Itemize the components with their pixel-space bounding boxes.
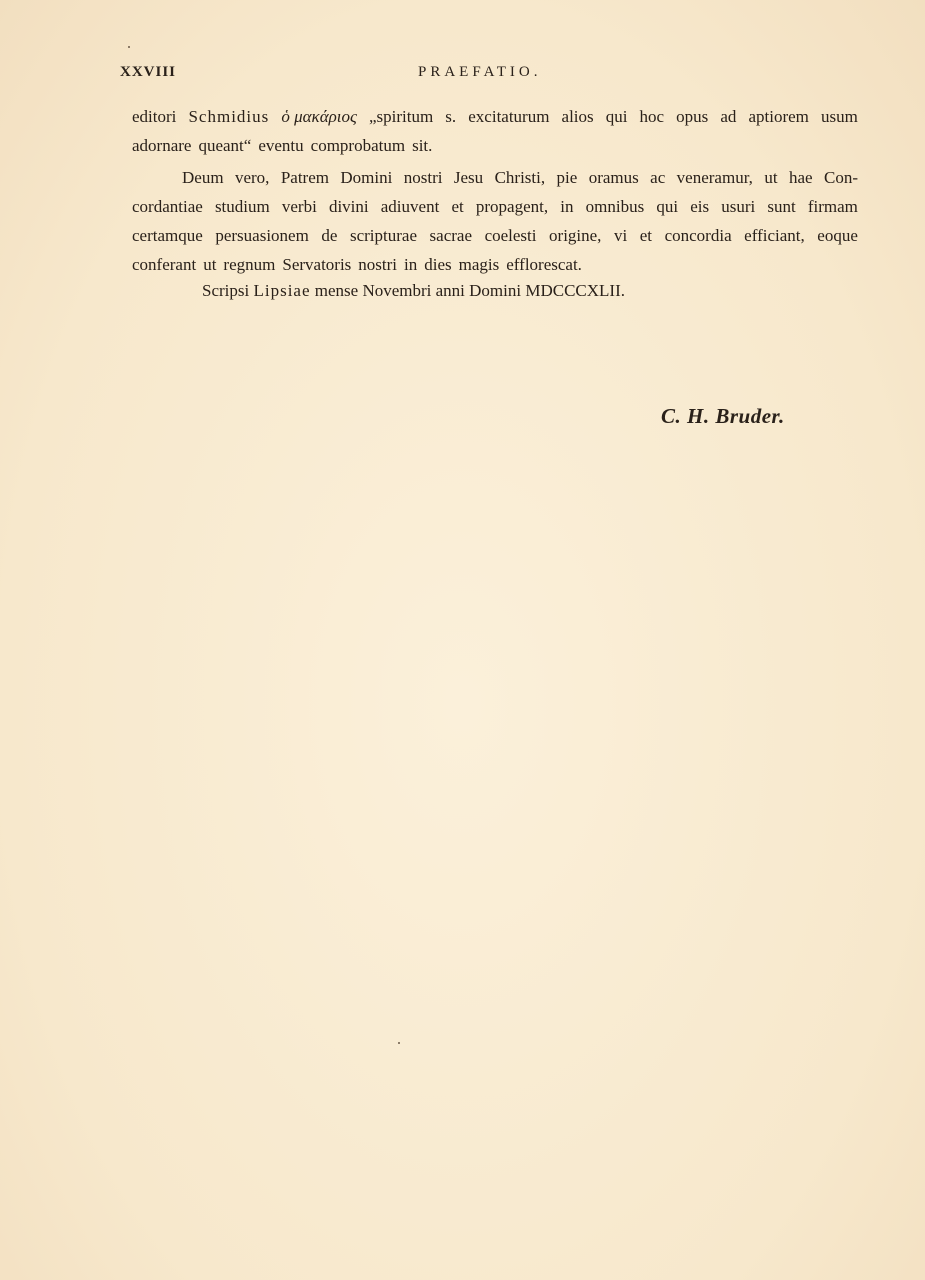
word: qui bbox=[656, 197, 679, 216]
word: alios bbox=[561, 107, 594, 126]
word: divini bbox=[328, 197, 369, 216]
word: Schmidius bbox=[188, 107, 270, 126]
word: verbi bbox=[281, 197, 317, 216]
word: Domini bbox=[340, 168, 393, 187]
word: scripturae bbox=[349, 226, 417, 245]
word: eventu bbox=[258, 136, 304, 155]
word: hoc bbox=[639, 107, 665, 126]
word: in bbox=[404, 255, 418, 274]
word: pie bbox=[556, 168, 578, 187]
closing-place: Lipsiae bbox=[253, 281, 311, 300]
word: de bbox=[321, 226, 338, 245]
body-text bbox=[132, 102, 858, 279]
word: efficiant, bbox=[744, 226, 805, 245]
closing-line bbox=[202, 281, 625, 301]
word: studium bbox=[214, 197, 270, 216]
word: coelesti bbox=[484, 226, 537, 245]
word: excitaturum bbox=[468, 107, 550, 126]
word: sunt bbox=[767, 197, 796, 216]
word: cordantiae bbox=[132, 197, 203, 216]
word: qui bbox=[605, 107, 628, 126]
text-line bbox=[132, 221, 858, 250]
word: ut bbox=[203, 255, 217, 274]
closing-date: mense Novembri anni Domini MDCCCXLII. bbox=[314, 281, 625, 300]
word: ut bbox=[764, 168, 778, 187]
word: oramus bbox=[588, 168, 639, 187]
word: magis bbox=[458, 255, 500, 274]
word: origine, bbox=[549, 226, 602, 245]
word: Deum bbox=[182, 168, 224, 187]
paper-speck bbox=[398, 1042, 400, 1044]
word: editori bbox=[132, 107, 177, 126]
word: nostri bbox=[403, 168, 443, 187]
word: sit. bbox=[412, 136, 433, 155]
word: opus bbox=[676, 107, 709, 126]
word: comprobatum bbox=[310, 136, 406, 155]
word: adornare bbox=[132, 136, 192, 155]
word: Con- bbox=[823, 168, 858, 187]
word: certamque bbox=[132, 226, 203, 245]
signature: C. H. Bruder. bbox=[661, 404, 785, 428]
word: efflorescat. bbox=[506, 255, 582, 274]
word: veneramur, bbox=[676, 168, 753, 187]
word: concordia bbox=[664, 226, 732, 245]
greek-phrase: ὁ μακάριος bbox=[281, 107, 357, 126]
word: vero, bbox=[234, 168, 270, 187]
word: eoque bbox=[817, 226, 858, 245]
word: firmam bbox=[807, 197, 858, 216]
word: regnum bbox=[223, 255, 276, 274]
word: eis bbox=[690, 197, 710, 216]
text-line bbox=[132, 102, 858, 131]
word: vi bbox=[613, 226, 628, 245]
word: aptiorem bbox=[748, 107, 809, 126]
word: „spiritum bbox=[369, 107, 434, 126]
word: in bbox=[560, 197, 574, 216]
page-number: XXVIII bbox=[120, 64, 177, 80]
word: queant“ bbox=[198, 136, 252, 155]
word: Christi, bbox=[494, 168, 546, 187]
text-line bbox=[132, 250, 858, 279]
word: ad bbox=[720, 107, 737, 126]
word: usuri bbox=[721, 197, 756, 216]
word: persuasionem bbox=[215, 226, 309, 245]
running-head bbox=[120, 64, 858, 86]
word: Jesu bbox=[453, 168, 484, 187]
word: propagent, bbox=[475, 197, 549, 216]
paper-speck bbox=[128, 46, 130, 48]
closing-word: Scripsi bbox=[202, 281, 250, 300]
word: adiuvent bbox=[380, 197, 440, 216]
word: hae bbox=[788, 168, 813, 187]
word: Servatoris bbox=[282, 255, 352, 274]
word: et bbox=[451, 197, 464, 216]
word: Patrem bbox=[280, 168, 329, 187]
word: omnibus bbox=[585, 197, 645, 216]
word: dies bbox=[424, 255, 452, 274]
word: s. bbox=[445, 107, 457, 126]
word: sacrae bbox=[429, 226, 473, 245]
word: ac bbox=[650, 168, 666, 187]
word: nostri bbox=[358, 255, 398, 274]
word: usum bbox=[820, 107, 858, 126]
running-title: PRAEFATIO. bbox=[418, 64, 542, 80]
word: et bbox=[639, 226, 653, 245]
text-line bbox=[132, 163, 858, 192]
text-line bbox=[132, 131, 858, 160]
text-line bbox=[132, 192, 858, 221]
word: conferant bbox=[132, 255, 197, 274]
